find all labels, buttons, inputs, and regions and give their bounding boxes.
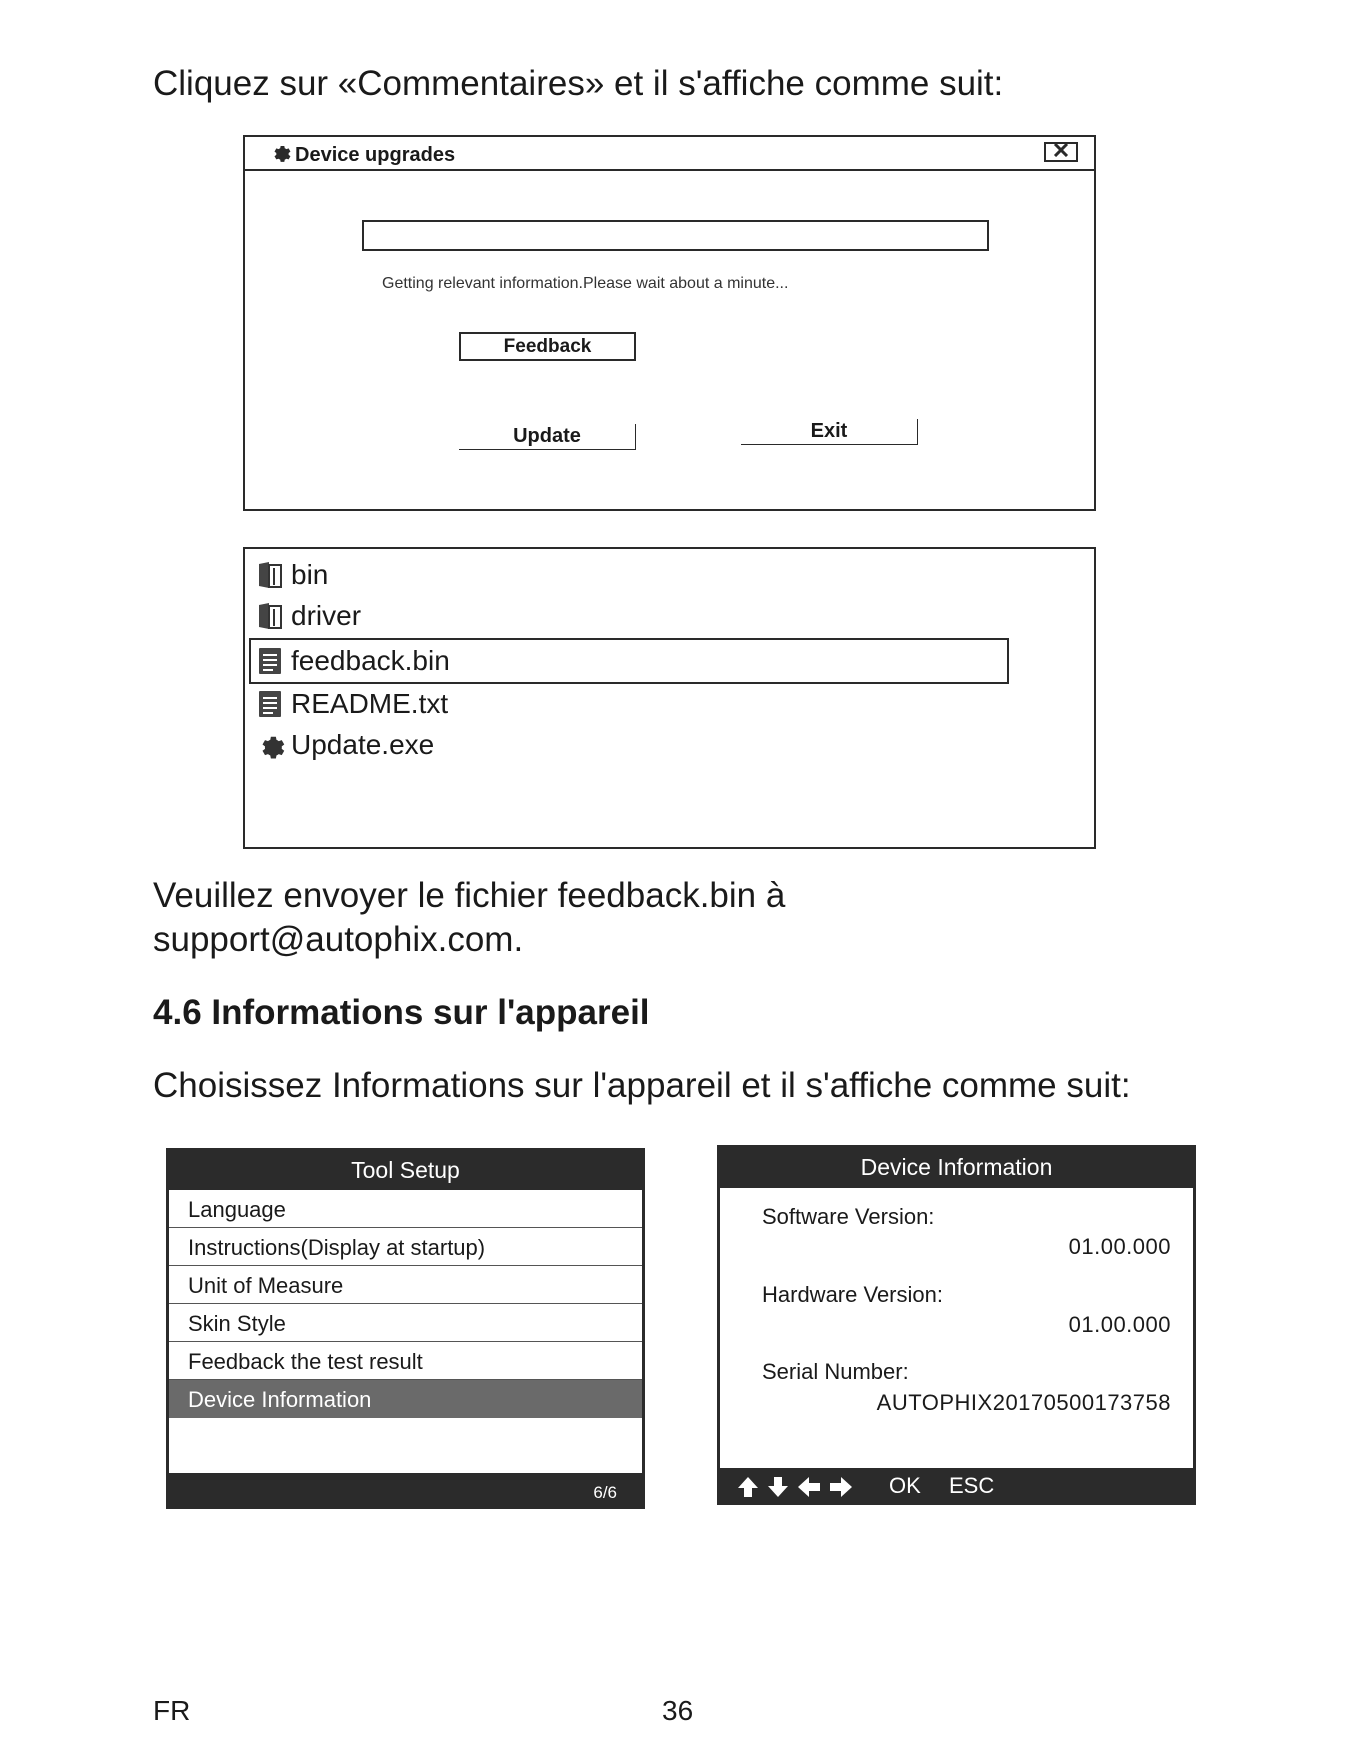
serial-number-label: Serial Number: [762, 1359, 909, 1384]
device-info-title: Device Information [860, 1154, 1053, 1180]
intro-text: Cliquez sur «Commentaires» et il s'affiche comme suit: [153, 64, 1004, 103]
page-indicator: 6/6 [593, 1483, 617, 1502]
serial-number-value: AUTOPHIX20170500173758 [876, 1390, 1171, 1415]
dialog-title-label: Device upgrades [295, 143, 456, 166]
device-info-body [720, 1188, 1193, 1468]
menu-item-unit-of-measure[interactable]: Unit of Measure [169, 1266, 642, 1304]
gear-icon [269, 141, 291, 169]
send-instruction-line1: Veuillez envoyer le fichier feedback.bin à [153, 876, 786, 915]
esc-button[interactable]: ESC [949, 1473, 995, 1498]
software-version-label: Software Version: [762, 1204, 935, 1229]
tool-setup-screen [166, 1148, 645, 1509]
tool-setup-title: Tool Setup [351, 1157, 460, 1183]
nav-arrows [735, 1474, 855, 1505]
file-name: bin [291, 559, 329, 590]
section-intro: Choisissez Informations sur l'appareil et il s'affiche comme suit: [153, 1066, 1131, 1105]
feedback-button[interactable]: Feedback [459, 332, 636, 361]
dialog-titlebar [245, 137, 1094, 171]
arrow-up-icon[interactable] [735, 1474, 761, 1505]
device-information-screen [717, 1145, 1196, 1505]
tool-setup-menu [169, 1190, 642, 1473]
update-button[interactable]: Update [459, 424, 636, 450]
file-name: Update.exe [291, 729, 435, 760]
software-version-value: 01.00.000 [1068, 1234, 1171, 1259]
file-name: README.txt [291, 688, 449, 719]
file-item-bin[interactable] [255, 557, 328, 593]
menu-item-instructions[interactable]: Instructions(Display at startup) [169, 1228, 642, 1266]
file-item-feedback-bin[interactable] [255, 643, 450, 679]
menu-item-skin-style[interactable]: Skin Style [169, 1304, 642, 1342]
send-instruction-line2: support@autophix.com. [153, 920, 524, 959]
file-item-driver[interactable] [255, 598, 361, 634]
status-text: Getting relevant information.Please wait about a minute... [382, 275, 789, 292]
close-button[interactable] [1044, 142, 1078, 162]
arrow-left-icon[interactable] [795, 1474, 823, 1505]
dialog-title [269, 141, 455, 169]
device-info-footer [717, 1468, 1196, 1505]
hardware-version-label: Hardware Version: [762, 1282, 943, 1307]
arrow-down-icon[interactable] [765, 1474, 791, 1505]
hardware-version-value: 01.00.000 [1068, 1312, 1171, 1337]
folder-icon [255, 601, 285, 631]
arrow-right-icon[interactable] [827, 1474, 855, 1505]
file-name: driver [291, 600, 362, 631]
folder-icon [255, 560, 285, 590]
menu-item-language[interactable]: Language [169, 1190, 642, 1228]
file-icon [255, 689, 285, 719]
page-number: 36 [662, 1695, 694, 1726]
device-upgrades-dialog [243, 135, 1096, 511]
exit-button[interactable]: Exit [741, 419, 918, 445]
footer-language: FR [153, 1695, 191, 1726]
file-list [243, 547, 1096, 849]
menu-item-feedback[interactable]: Feedback the test result [169, 1342, 642, 1380]
file-item-readme[interactable] [255, 686, 448, 722]
section-heading: 4.6 Informations sur l'appareil [153, 993, 650, 1032]
file-name: feedback.bin [291, 645, 450, 676]
file-item-update-exe[interactable] [255, 727, 434, 763]
ok-button[interactable]: OK [889, 1473, 921, 1498]
tool-setup-footer [166, 1473, 645, 1509]
gear-icon [255, 730, 285, 760]
menu-item-device-information[interactable]: Device Information [169, 1380, 642, 1418]
close-icon [1053, 143, 1069, 162]
progress-bar [362, 220, 989, 251]
file-icon [255, 646, 285, 676]
